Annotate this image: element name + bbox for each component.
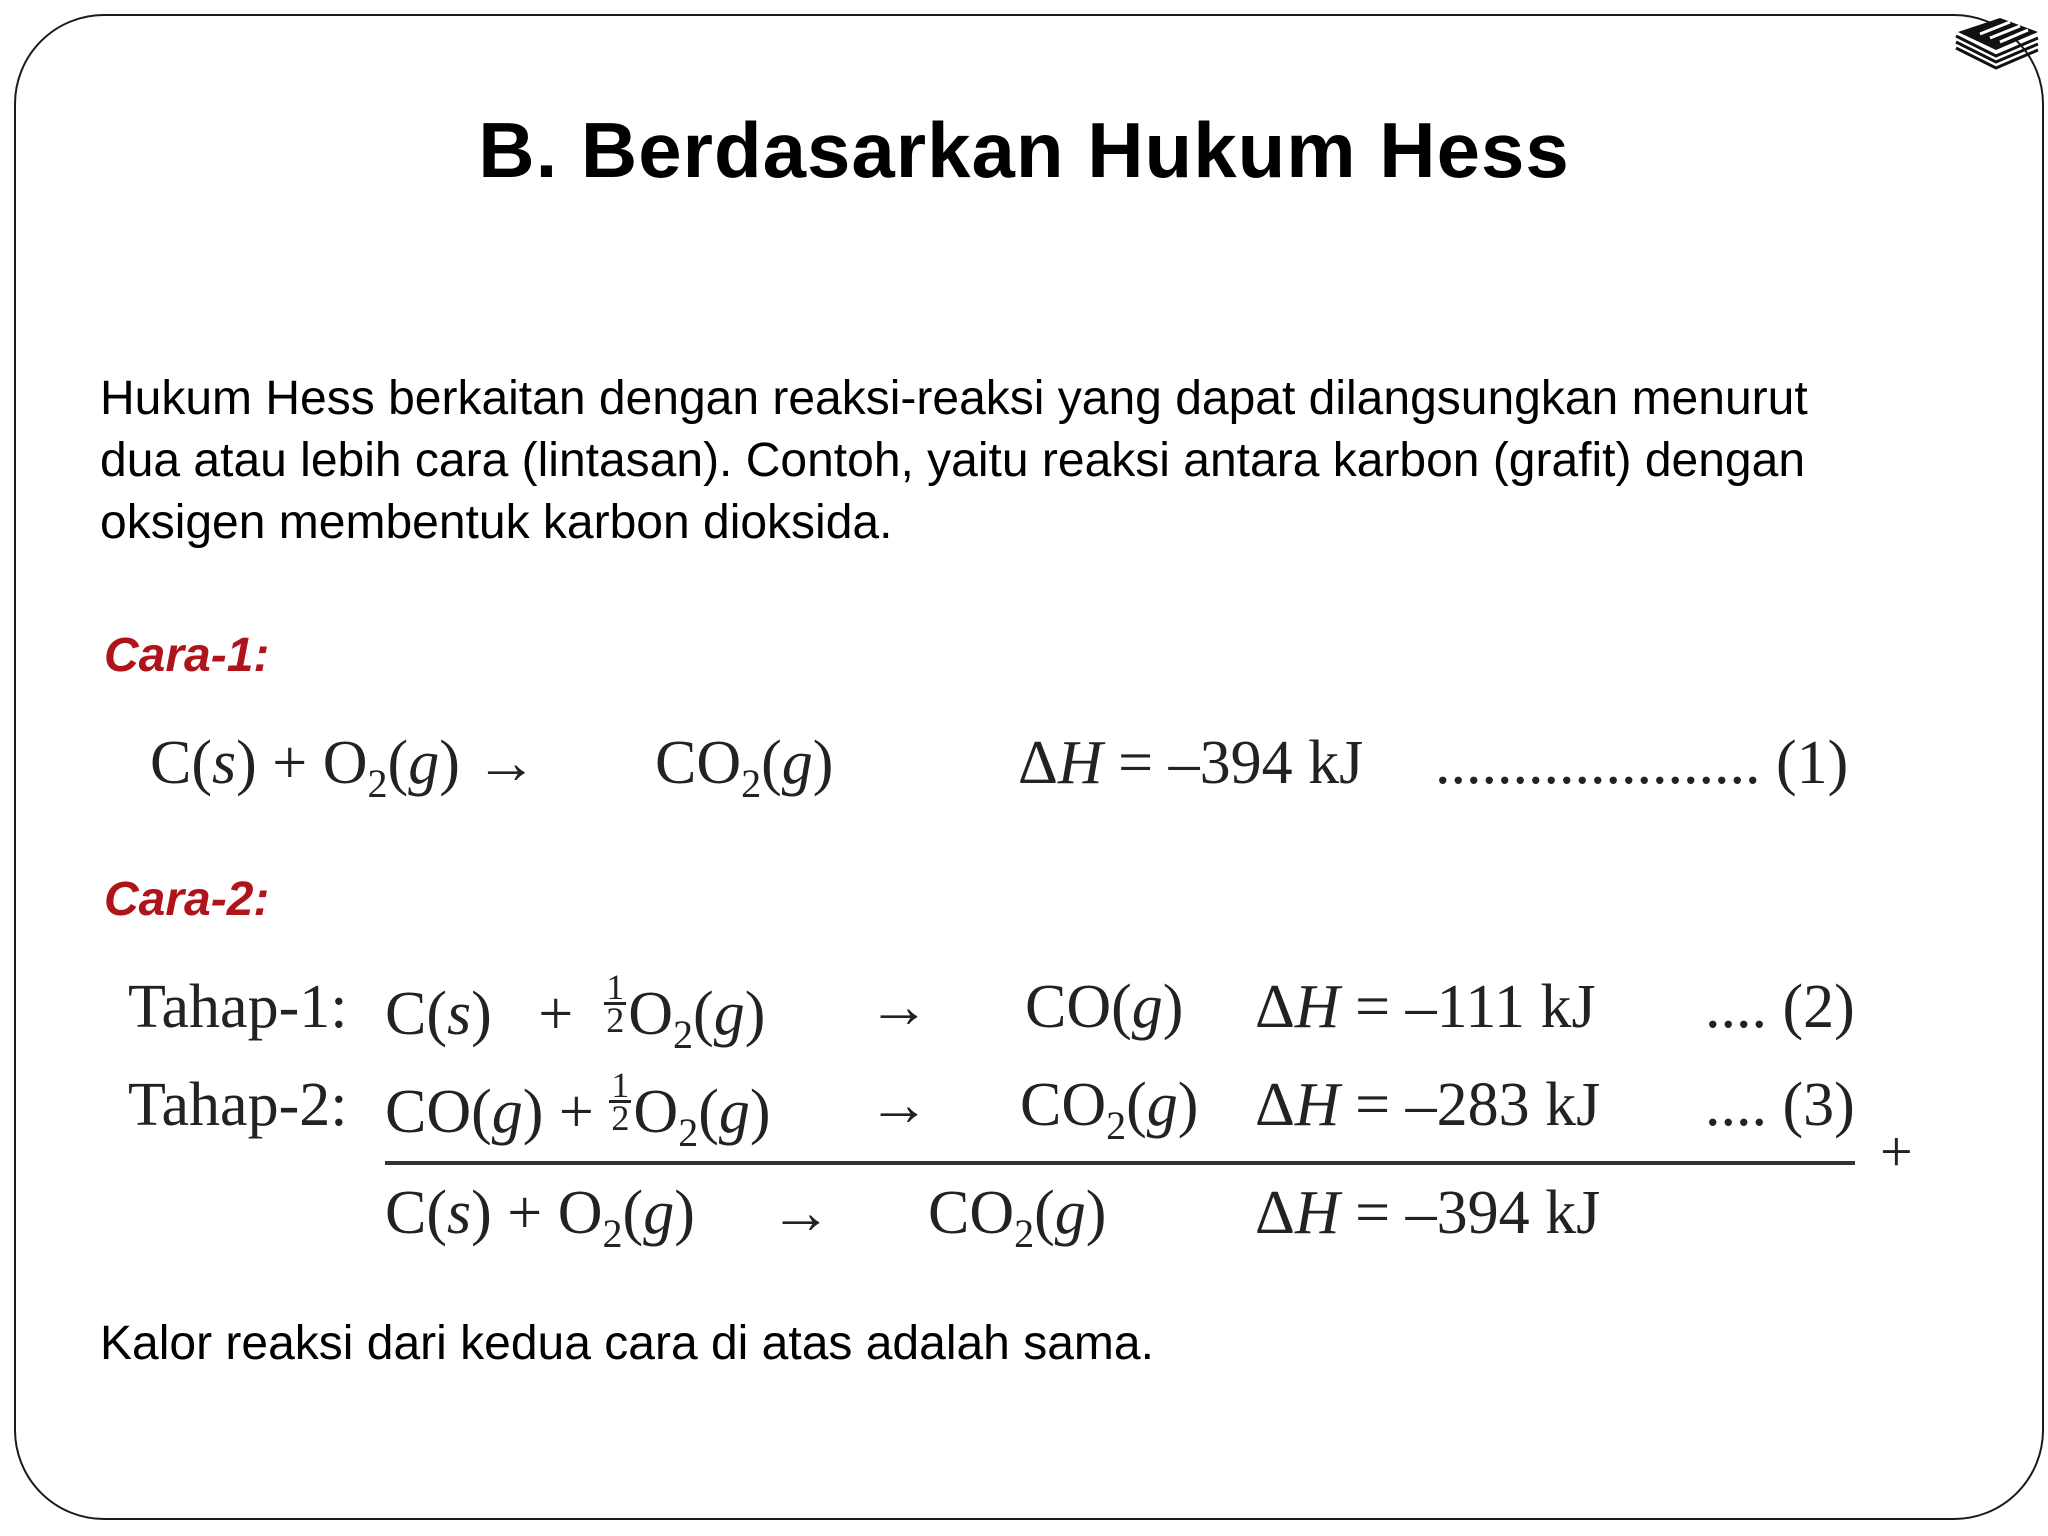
sum-plus-sign: +	[1880, 1119, 1913, 1184]
tahap-1-arrow: →	[868, 973, 930, 1041]
closing-text: Kalor reaksi dari kedua cara di atas adalah sama.	[100, 1317, 1154, 1370]
intro-paragraph	[100, 368, 1980, 554]
sum-enthalpy: ΔH = –394 kJ	[1255, 1179, 1601, 1247]
stacked-books-logo-icon	[1950, 14, 2042, 74]
tahap-1-product: CO(g)	[1025, 973, 1184, 1041]
tahap-2-arrow: →	[868, 1071, 930, 1139]
tahap-1-label: Tahap-1:	[128, 973, 348, 1041]
eq1-reactants: $C(s) + O_2(g)$ →	[150, 729, 538, 806]
tahap-2-enthalpy: ΔH = –283 kJ	[1255, 1071, 1601, 1139]
half-fraction: $\frac{1}{2}$	[606, 967, 625, 1040]
tahap-2-product: $CO_2(g)$	[1020, 1071, 1199, 1148]
cara-2-label: Cara-2:	[104, 873, 270, 926]
cara-1-label: Cara-1:	[104, 629, 270, 682]
tahap-2-reactants: CO(g) + $\frac{1}{2}$ $O_2(g)$	[385, 1065, 771, 1155]
tahap-1-ref: .... (2)	[1705, 973, 1855, 1041]
half-fraction: $\frac{1}{2}$	[611, 1065, 630, 1138]
eq1-ref: ..................... (1)	[1435, 729, 1849, 797]
eq1-product: $CO_2(g)$	[655, 729, 834, 806]
sum-product: $CO_2(g)$	[928, 1179, 1107, 1256]
eq1-enthalpy: ΔH = –394 kJ	[1018, 729, 1364, 797]
tahap-2-label: Tahap-2:	[128, 1071, 348, 1139]
intro-line: oksigen membentuk karbon dioksida.	[100, 496, 893, 549]
intro-line: Hukum Hess berkaitan dengan reaksi-reaksi yang dapat dilangsungkan menurut	[100, 372, 1808, 425]
tahap-2-ref: .... (3)	[1705, 1071, 1855, 1139]
sum-divider	[385, 1161, 1855, 1165]
sum-arrow: →	[770, 1179, 832, 1247]
tahap-1-enthalpy: ΔH = –111 kJ	[1255, 973, 1596, 1041]
tahap-1-reactants: C(s) + $\frac{1}{2}$ $O_2(g)$	[385, 967, 766, 1057]
slide-title: B. Berdasarkan Hukum Hess	[478, 106, 1570, 194]
intro-line: dua atau lebih cara (lintasan). Contoh, yaitu reaksi antara karbon (grafit) dengan	[100, 434, 1806, 487]
sum-reactants: $C(s) + O_2(g)$	[385, 1179, 695, 1256]
